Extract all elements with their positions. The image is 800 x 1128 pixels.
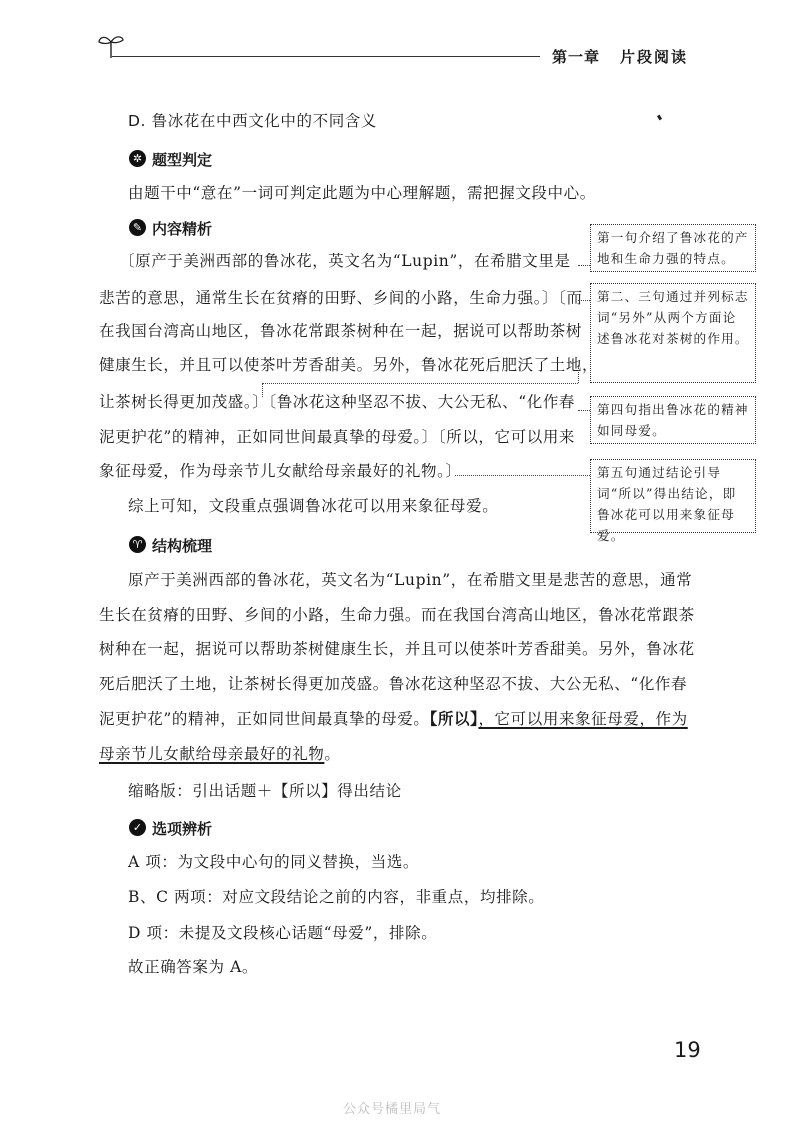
type-judgement-text: 由题干中“意在”一词可判定此题为中心理解题，需把握文段中心。	[128, 184, 596, 202]
margin-note-3: 第四句指出鲁冰花的精神如同母爱。	[590, 396, 756, 444]
header-chapter: 第一章	[552, 48, 601, 66]
watermark: 公众号橘里局气	[343, 1102, 442, 1117]
page-number: 19	[674, 1038, 701, 1062]
structure-line: 母亲节儿女献给母亲最好的礼物。	[99, 745, 341, 763]
analysis-line: 健康生长，并且可以使茶叶芳香甜美。另外，鲁冰花死后肥沃了土地，	[99, 356, 599, 374]
conclusion-underlined: 母亲节儿女献给母亲最好的礼物	[99, 745, 325, 763]
analysis-summary: 综上可知，文段重点强调鲁冰花可以用来象征母爱。	[128, 497, 499, 515]
conclusion-marker: 【所以】	[429, 709, 479, 728]
options-icon: ✓	[129, 819, 146, 836]
section-heading-type: 题型判定	[152, 151, 213, 169]
section-heading-structure: 结构梳理	[152, 537, 213, 555]
connector-line	[455, 475, 590, 476]
connector-line	[578, 410, 590, 411]
structure-line-plain: 泥更护花”的精神，正如同世间最真挚的母爱。	[99, 710, 430, 728]
brief-version: 缩略版：引出话题＋【所以】得出结论	[128, 782, 402, 800]
answer-line: 故正确答案为 A。	[128, 958, 259, 976]
connector-line	[578, 265, 590, 266]
analysis-line: 象征母爱，作为母亲节儿女献给母亲最好的礼物。〕	[99, 462, 462, 480]
analysis-line: 悲苦的意思，通常生长在贫瘠的田野、乡间的小路，生命力强。〕〔而	[99, 289, 583, 307]
section-heading-options: 选项辨析	[152, 820, 213, 838]
structure-line	[99, 710, 688, 728]
option-analysis-line: B、C 两项：对应文段结论之前的内容，非重点，均排除。	[128, 888, 545, 906]
structure-line: 死后肥沃了土地，让茶树长得更加茂盛。鲁冰花这种坚忍不拔、大公无私、“化作春	[99, 675, 688, 693]
structure-line: 树种在一起，据说可以帮助茶树健康生长，并且可以使茶叶芳香甜美。另外，鲁冰花	[99, 640, 695, 658]
analysis-line: 让茶树长得更加茂盛。〕〔鲁冰花这种坚忍不拔、大公无私、“化作春	[99, 393, 576, 411]
option-analysis-line: D 项：未提及文段核心话题“母爱”，排除。	[128, 924, 438, 942]
connector-line	[262, 383, 578, 384]
structure-line: 生长在贫瘠的田野、乡间的小路，生命力强。而在我国台湾高山地区，鲁冰花常跟茶	[99, 606, 695, 624]
margin-note-4: 第五句通过结论引导词“所以”得出结论，即鲁冰花可以用来象征母爱。	[590, 459, 756, 533]
pen-icon: ✎	[129, 219, 146, 236]
connector-line	[262, 383, 263, 397]
gear-icon: ✲	[129, 150, 146, 167]
header-section: 片段阅读	[620, 48, 689, 66]
analysis-line: 在我国台湾高山地区，鲁冰花常跟茶树种在一起，据说可以帮助茶树	[99, 322, 583, 340]
analysis-line: 泥更护花”的精神，正如同世间最真挚的母爱。〕〔所以，它可以用来	[99, 428, 576, 446]
analysis-line: 〔原产于美洲西部的鲁冰花，英文名为“Lupin”，在希腊文里是	[119, 252, 571, 270]
structure-line: 原产于美洲西部的鲁冰花，英文名为“Lupin”，在希腊文里是悲苦的意思，通常	[128, 571, 693, 589]
connector-line	[578, 300, 590, 301]
conclusion-underlined: ，它可以用来象征母爱，作为	[478, 710, 688, 728]
connector-line	[578, 365, 579, 383]
margin-note-1: 第一句介绍了鲁冰花的产地和生命力强的特点。	[590, 224, 756, 272]
option-d: D. 鲁冰花在中西文化中的不同含义	[128, 112, 377, 130]
header-rule	[112, 56, 540, 57]
structure-icon: ♈	[129, 536, 146, 553]
margin-note-2: 第二、三句通过并列标志词“另外”从两个方面论述鲁冰花对茶树的作用。	[590, 283, 756, 383]
stray-mark	[657, 115, 662, 121]
section-heading-analysis: 内容精析	[152, 220, 213, 238]
option-analysis-line: A 项：为文段中心句的同义替换，当选。	[128, 853, 420, 871]
